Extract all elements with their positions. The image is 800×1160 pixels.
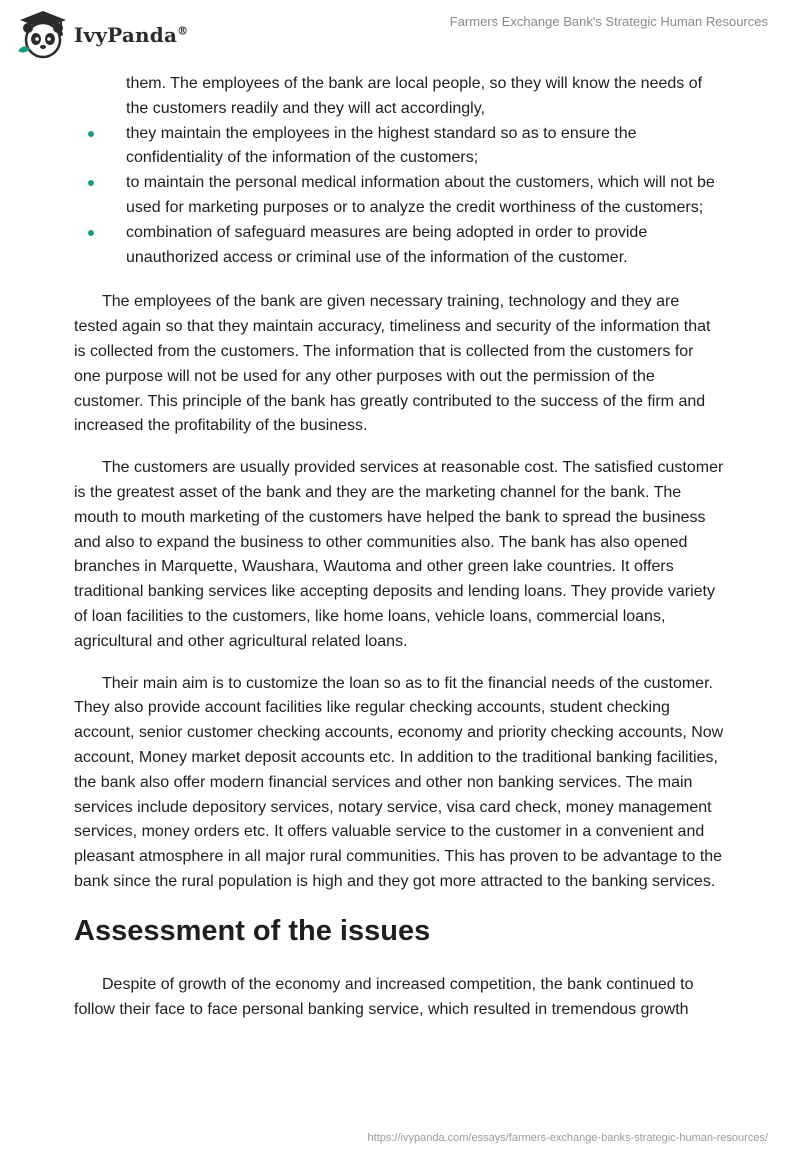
paragraph: The customers are usually provided services at reasonable cost. The satisfied customer is the greatest asset of the bank and they are the marketing channel for the bank. The mouth to mouth marketing of the customers have helped the bank to spread the business and also to expand the business to other communities also. The bank has also opened branches in Marquette, Waushara, Wautoma and other green lake countries. It offers traditional banking services like accepting deposits and lending loans. They provide variety of loan facilities to the customers, like home loans, vehicle loans, commercial loans, agricultural and other agricultural related loans. [74,459,724,650]
document-title: Farmers Exchange Bank's Strategic Human Resources [449,14,768,29]
ivypanda-logo[interactable] [14,8,204,62]
list-item [74,171,724,221]
paragraph: Their main aim is to customize the loan so as to fit the financial needs of the customer. They also provide account facilities like regular checking accounts, student checking account, senior customer checking accounts, economy and priority checking accounts, Now account, Money market deposit accounts etc. In addition to the traditional banking facilities, the bank also offer modern financial services and other non banking services. The main services include depository services, notary service, visa card check, money management services, money orders etc. It offers valuable service to the customer in a convenient and pleasant atmosphere in all major rural communities. This has proven to be advantage to the bank since the rural population is high and they got more attracted to the banking services. [74,674,724,890]
panda-graduate-icon [14,9,72,61]
source-url[interactable]: https://ivypanda.com/essays/farmers-exchange-banks-strategic-human-resources/ [367,1132,768,1144]
bullet-icon [88,131,94,137]
page-header [0,0,800,70]
article-body [74,72,724,1022]
bullet-list [74,122,724,271]
bullet-icon [88,180,94,186]
list-item-text: to maintain the personal medical information about the customers, which will not be used for marketing purposes or to analyze the credit worthiness of the customers; [126,174,715,216]
paragraph: The employees of the bank are given necessary training, technology and they are tested again so that they maintain accuracy, timeliness and security of the information that is collected from the customers. The information that is collected from the customers for one purpose will not be used for any other purposes with out the permission of the customer. This principle of the bank has greatly contributed to the success of the firm and increased the profitability of the business. [74,293,711,435]
continued-list-text: them. The employees of the bank are local people, so they will know the needs of the customers readily and they will act accordingly, [126,75,703,117]
list-item-text: combination of safeguard measures are being adopted in order to provide unauthorized access or criminal use of the information of the customer. [126,223,648,266]
logo-text: IvyPanda® [74,23,189,47]
list-item [74,221,724,271]
paragraph: Despite of growth of the economy and increased competition, the bank continued to follow their face to face personal banking service, which resulted in tremendous growth [74,975,694,1018]
list-item [74,122,724,172]
section-heading: Assessment of the issues [74,914,431,947]
list-item-text: they maintain the employees in the highest standard so as to ensure the confidentiality of the information of the customers; [126,124,637,167]
bullet-icon [88,230,94,236]
